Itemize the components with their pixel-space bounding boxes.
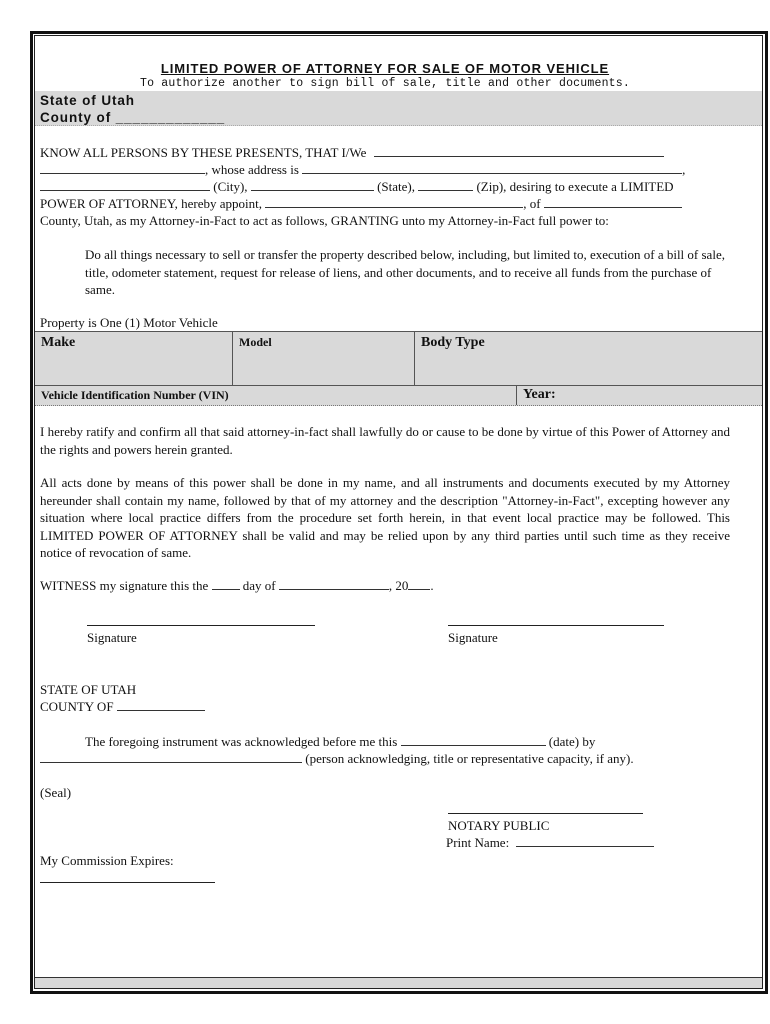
print-name-label: Print Name: bbox=[446, 835, 510, 850]
body-type-cell[interactable] bbox=[414, 332, 762, 385]
period: . bbox=[430, 578, 434, 593]
witness-day-field[interactable] bbox=[212, 578, 240, 590]
notary-state: STATE OF UTAH bbox=[40, 682, 137, 697]
witness-label: WITNESS my signature this the bbox=[40, 578, 209, 593]
year-prefix-label: , 20 bbox=[388, 578, 409, 593]
county-label: County of _____________ bbox=[40, 110, 226, 125]
model-cell[interactable] bbox=[232, 332, 414, 385]
notary-county-label: COUNTY OF bbox=[40, 699, 114, 714]
acts-paragraph: All acts done by means of this power shall be done in my name, and all instruments and documents executed by my Attorney hereunder shall contain my name, followed by that of my attorney and the description "Attorney-in-Fact", excepting however any situation where local practice differs from the procedure set forth herein, in that event local practice may be followed. This LIMITED POWER OF ATTORNEY shall be valid and may be relied upon by any third parties until such time as they receive notice of revocation of same. bbox=[40, 475, 730, 560]
print-name-line bbox=[446, 834, 654, 852]
person-acknowledging-label: (person acknowledging, title or representative capacity, if any). bbox=[305, 751, 634, 766]
vin-label: Vehicle Identification Number (VIN) bbox=[41, 388, 229, 402]
notary-county-field[interactable] bbox=[117, 699, 205, 711]
year-label: Year: bbox=[523, 387, 556, 402]
grant-paragraph: Do all things necessary to sell or transfer the property described below, including, but limited to, execution of a bill of sale, title, odometer statement, request for release of liens, and other documents, and to receive all funds from the purchase of same. bbox=[85, 247, 725, 297]
commission-label: My Commission Expires: bbox=[40, 853, 174, 868]
signature-line-left[interactable] bbox=[87, 625, 315, 626]
document-title: LIMITED POWER OF ATTORNEY FOR SALE OF MOTOR VEHICLE bbox=[160, 61, 610, 76]
state-field[interactable] bbox=[251, 179, 374, 191]
intro-line-4 bbox=[40, 195, 682, 213]
appoint-label: POWER OF ATTORNEY, hereby appoint, bbox=[40, 196, 262, 211]
vehicle-caption: Property is One (1) Motor Vehicle bbox=[40, 315, 218, 330]
ratify-paragraph: I hereby ratify and confirm all that said attorney-in-fact shall lawfully do or cause to be done by virtue of this Power of Attorney and the rights and powers herein granted. bbox=[40, 424, 730, 457]
ack-line-1 bbox=[85, 733, 595, 751]
zip-label: (Zip), desiring to execute a LIMITED bbox=[476, 179, 674, 194]
signature-label-left: Signature bbox=[87, 630, 137, 645]
principal-name-field[interactable] bbox=[374, 145, 664, 157]
witness-year-field[interactable] bbox=[408, 578, 430, 590]
person-acknowledging-field[interactable] bbox=[40, 751, 302, 763]
attorney-name-field[interactable] bbox=[265, 196, 523, 208]
intro-line-3 bbox=[40, 178, 674, 196]
of-label: , of bbox=[523, 196, 541, 211]
ack-label: The foregoing instrument was acknowledged before me this bbox=[85, 734, 398, 749]
model-label: Model bbox=[239, 335, 272, 349]
date-by-label: (date) by bbox=[548, 734, 596, 749]
year-cell[interactable] bbox=[516, 386, 762, 405]
attorney-county-field[interactable] bbox=[544, 196, 682, 208]
state-label: State of Utah bbox=[40, 93, 135, 108]
notary-county-line bbox=[40, 698, 205, 716]
seal-label: (Seal) bbox=[40, 785, 72, 800]
intro-line-1 bbox=[40, 144, 664, 162]
principal-name-field-2[interactable] bbox=[40, 162, 205, 174]
address-label: , whose address is bbox=[205, 162, 299, 177]
ack-line-2 bbox=[40, 750, 634, 768]
notary-signature-line[interactable] bbox=[448, 813, 643, 814]
notary-public-label: NOTARY PUBLIC bbox=[448, 818, 550, 833]
zip-field[interactable] bbox=[418, 179, 473, 191]
body-type-label: Body Type bbox=[421, 335, 485, 350]
day-of-label: day of bbox=[242, 578, 276, 593]
print-name-field[interactable] bbox=[516, 835, 654, 847]
ack-date-field[interactable] bbox=[401, 734, 546, 746]
footer-band bbox=[35, 977, 762, 988]
vehicle-row-make-model-body bbox=[35, 331, 762, 386]
city-label: (City), bbox=[213, 179, 248, 194]
witness-month-field[interactable] bbox=[279, 578, 389, 590]
signature-line-right[interactable] bbox=[448, 625, 664, 626]
make-cell[interactable] bbox=[35, 332, 232, 385]
vehicle-row-vin-year bbox=[35, 386, 762, 406]
intro-line-1-text: KNOW ALL PERSONS BY THESE PRESENTS, THAT I/We bbox=[40, 145, 367, 160]
witness-line bbox=[40, 577, 434, 595]
vin-cell[interactable] bbox=[35, 386, 516, 405]
intro-line-5: County, Utah, as my Attorney-in-Fact to act as follows, GRANTING unto my Attorney-in-Fact full power to: bbox=[40, 213, 609, 228]
comma: , bbox=[682, 162, 686, 177]
address-field[interactable] bbox=[302, 162, 682, 174]
state-field-label: (State), bbox=[377, 179, 415, 194]
signature-label-right: Signature bbox=[448, 630, 498, 645]
city-field[interactable] bbox=[40, 179, 210, 191]
commission-expires-line[interactable] bbox=[40, 882, 215, 883]
intro-line-2 bbox=[40, 161, 685, 179]
document-subtitle: To authorize another to sign bill of sale, title and other documents. bbox=[140, 77, 630, 90]
make-label: Make bbox=[41, 335, 76, 350]
